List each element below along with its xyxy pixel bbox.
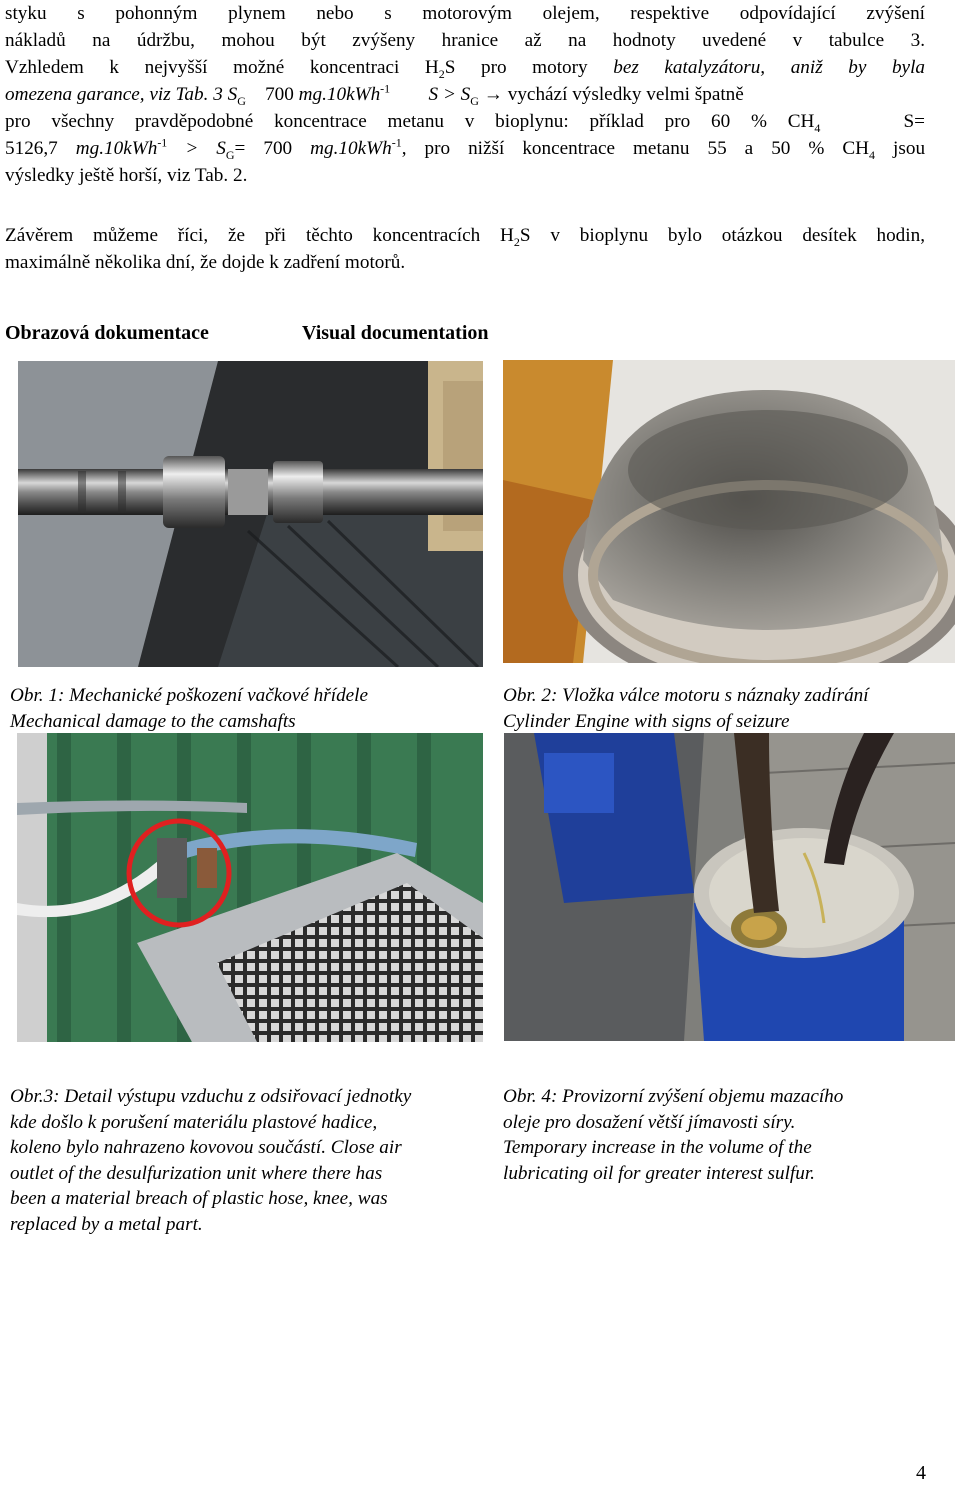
- caption-figure-4-line: Temporary increase in the volume of the: [503, 1137, 812, 1158]
- para1-line-4: omezena garance, viz Tab. 3 $S_G$ 700 mg.10kWh$^{-1}$ $S > S_G$ → vychází výsledky velmi špatně: [5, 81, 744, 108]
- para1-line-7: výsledky ještě horší, viz Tab. 2.: [5, 165, 248, 186]
- caption-figure-4-line: Obr. 4: Provizorní zvýšení objemu mazacího: [503, 1086, 844, 1107]
- photo-cylinder-liner: [503, 360, 955, 663]
- para1-line-6: 5126,7 $mg.10kWh^{-1} > S_G= 700$ mg.10kWh$^{-1}$, pro nižší koncentrace metanu 55 a 50 % $CH_4$ jsou: [5, 135, 926, 162]
- caption-figure-3-line: replaced by a metal part.: [10, 1213, 203, 1235]
- caption-figure-3-line: kde došlo k porušení materiálu plastové hadice,: [10, 1111, 378, 1133]
- photo-desulfurization-outlet: [17, 733, 483, 1042]
- para1-line-1: styku s pohonným plynem nebo s motorovým olejem, respektive odpovídající zvýšení: [5, 3, 925, 24]
- heading-english: Visual documentation: [302, 322, 489, 344]
- caption-figure-4: [503, 1084, 843, 1186]
- photo-oil-barrel: [504, 733, 955, 1041]
- caption-figure-3-line: outlet of the desulfurization unit where there has: [10, 1162, 383, 1184]
- caption-figure-3-line: been a material breach of plastic hose, knee, was: [10, 1188, 388, 1209]
- paragraph-2: [5, 222, 925, 276]
- caption-figure-3: [10, 1084, 411, 1237]
- caption-figure-4-line: oleje pro dosažení větší jímavosti síry.: [503, 1111, 796, 1133]
- caption-figure-1: [10, 683, 368, 734]
- caption-figure-1-line: Mechanical damage to the camshafts: [10, 710, 296, 732]
- para1-line-2: nákladů na údržbu, mohou být zvýšeny hranice až na hodnoty uvedené v tabulce 3.: [5, 30, 925, 51]
- para1-line-3: Vzhledem k nejvyšší možné koncentraci $H_2S$ pro motory bez katalyzátoru, aniž by byla: [5, 57, 925, 81]
- caption-figure-2-line: Obr. 2: Vložka válce motoru s náznaky zadírání: [503, 685, 869, 706]
- paragraph-1: [5, 0, 925, 189]
- para1-line-5: pro všechny pravděpodobné koncentrace metanu v bioplynu: příklad pro 60 % $CH_4$ S=: [5, 111, 925, 135]
- photo-camshaft: [18, 361, 483, 667]
- page-number: 4: [916, 1462, 926, 1484]
- caption-figure-4-line: lubricating oil for greater interest sulfur.: [503, 1162, 815, 1184]
- heading-czech: Obrazová dokumentace: [5, 322, 209, 344]
- caption-figure-1-line: Obr. 1: Mechanické poškození vačkové hřídele: [10, 685, 369, 706]
- para2-line-2: maximálně několika dní, že dojde k zadření motorů.: [5, 252, 406, 273]
- caption-figure-2: [503, 683, 869, 734]
- caption-figure-3-line: koleno bylo nahrazeno kovovou součástí. Close air: [10, 1137, 402, 1158]
- para2-line-1: Závěrem můžeme říci, že při těchto koncentracích $H_2S$ v bioplynu bylo otázkou desítek hodin,: [5, 225, 925, 249]
- caption-figure-2-line: Cylinder Engine with signs of seizure: [503, 710, 790, 732]
- caption-figure-3-line: Obr.3: Detail výstupu vzduchu z odsiřovací jednotky: [10, 1086, 412, 1107]
